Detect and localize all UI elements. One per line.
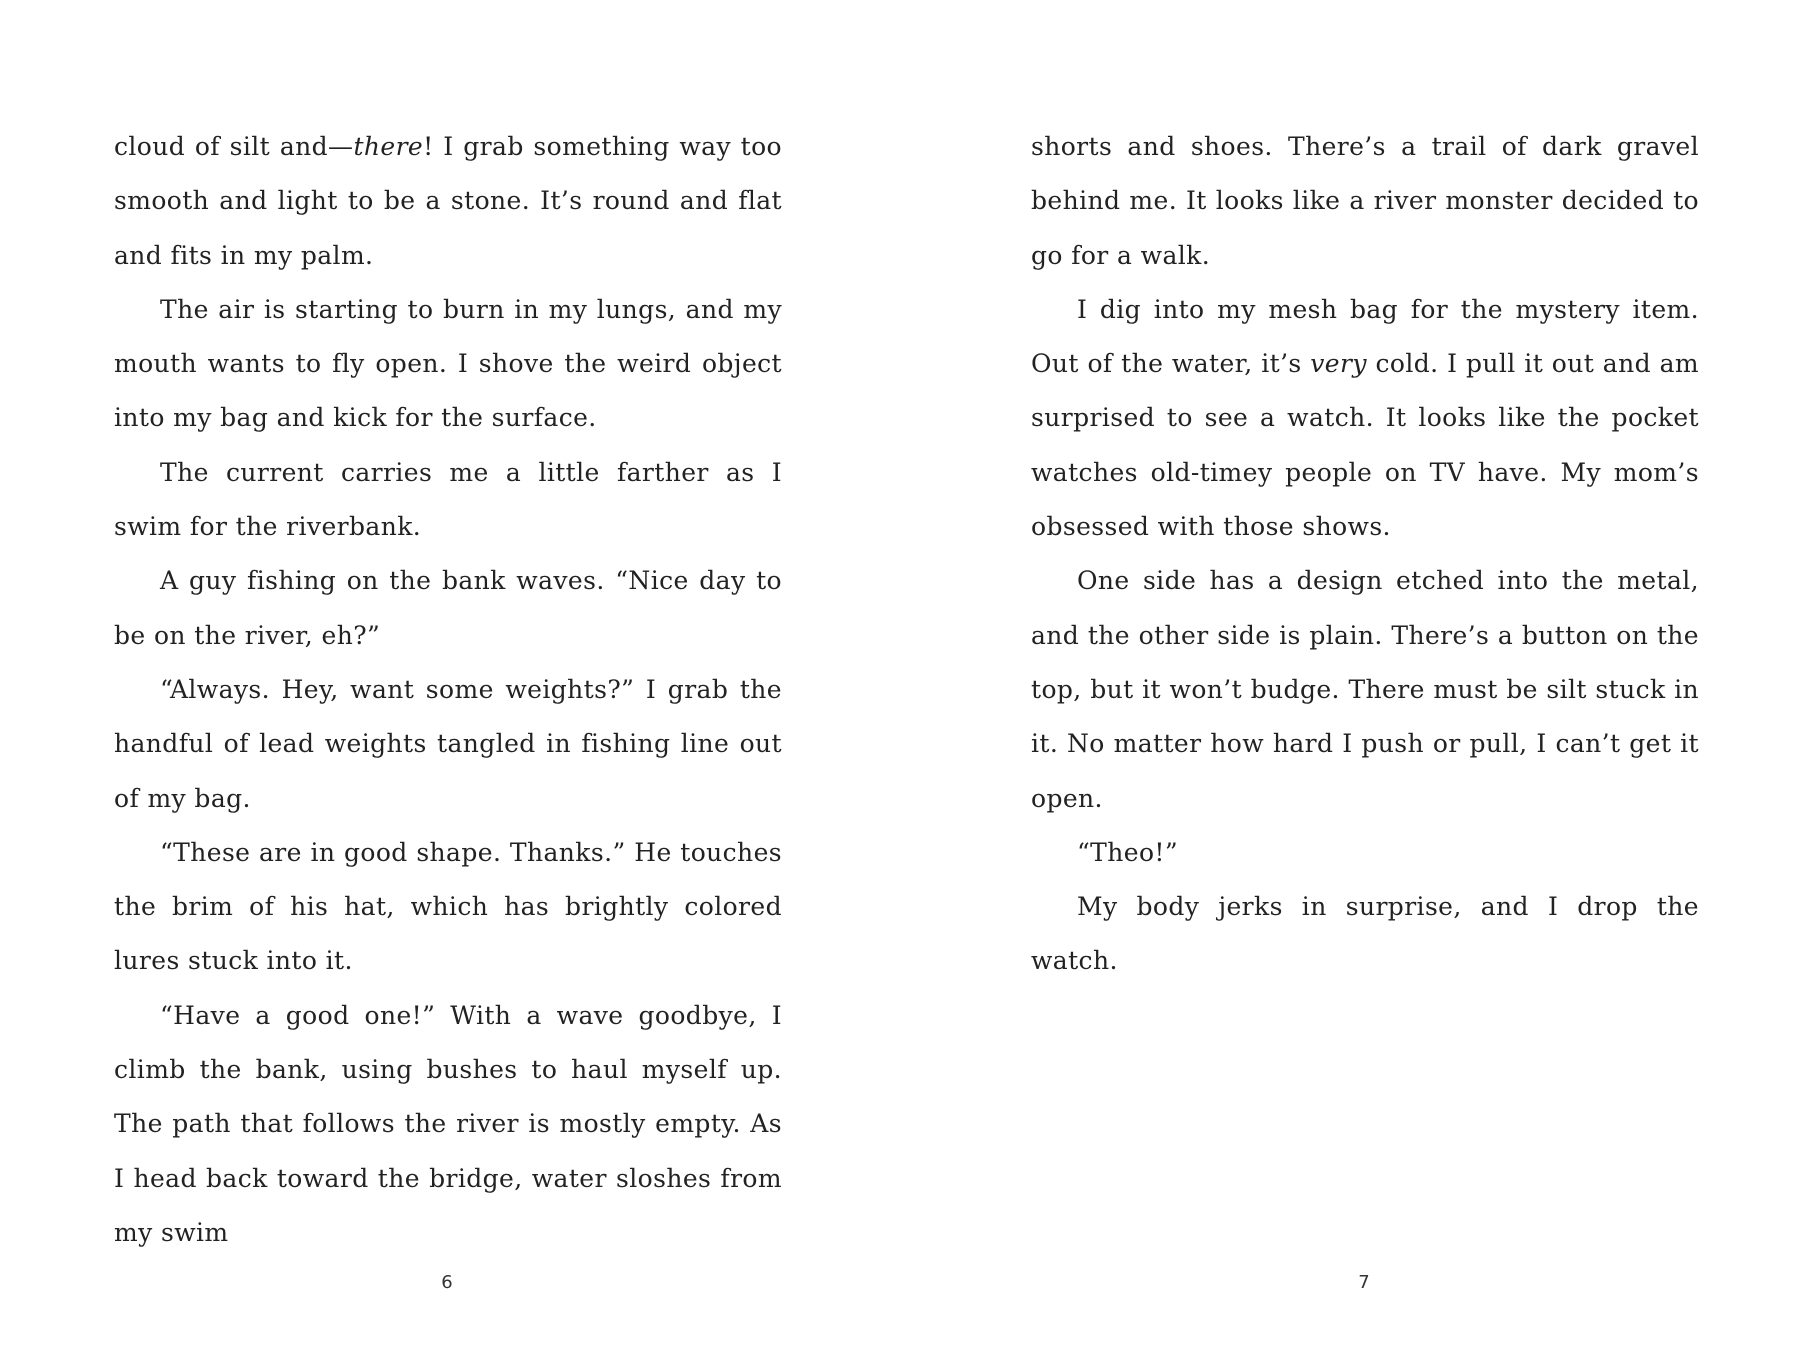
- paragraph: “Theo!”: [1077, 837, 1179, 867]
- paragraph-text: cold. I pull it out and am surprised to see a watch. It looks like the pocket watches old-timey people on TV have. My mom’s obsessed with those shows.: [1031, 349, 1699, 542]
- paragraph: The current carries me a little farther as I swim for the riverbank.: [114, 457, 782, 542]
- paragraph: One side has a design etched into the metal, and the other side is plain. There’s a button on the top, but it won’t budge. There must be silt stuck in it. No matter how hard I push or pull, I can’t get it open.: [1031, 566, 1699, 813]
- paragraph: “Always. Hey, want some weights?” I grab the handful of lead weights tangled in fishing line out of my bag.: [114, 674, 782, 813]
- page-number-right: 7: [1358, 1272, 1370, 1293]
- right-page: [1031, 120, 1699, 989]
- paragraph: “These are in good shape. Thanks.” He touches the brim of his hat, which has brightly colored lures stuck into it.: [114, 837, 782, 976]
- paragraph-text: ! I grab something way too smooth and light to be a stone. It’s round and flat and fits in my palm.: [114, 132, 783, 270]
- paragraph: My body jerks in surprise, and I drop the watch.: [1031, 892, 1699, 976]
- paragraph: A guy fishing on the bank waves. “Nice day to be on the river, eh?”: [114, 566, 782, 650]
- paragraph: The air is starting to burn in my lungs, and my mouth wants to fly open. I shove the weird object into my bag and kick for the surface.: [114, 294, 782, 433]
- paragraph: [114, 120, 782, 283]
- emphasis-text: there: [353, 132, 424, 161]
- paragraph-text: cloud of silt and—: [114, 132, 354, 161]
- paragraph-text: I dig into my mesh bag for the mystery item. Out of the water, it’s: [1031, 294, 1699, 379]
- page-number-left: 6: [441, 1272, 453, 1293]
- paragraph: shorts and shoes. There’s a trail of dark gravel behind me. It looks like a river monster decided to go for a walk.: [1031, 132, 1699, 270]
- left-page: [114, 120, 782, 1260]
- emphasis-text: very: [1310, 349, 1367, 379]
- paragraph: [1031, 283, 1699, 554]
- paragraph: “Have a good one!” With a wave goodbye, I climb the bank, using bushes to haul myself up. The path that follows the river is mostly empty. As I head back toward the bridge, water sloshes from my swim: [114, 1000, 782, 1247]
